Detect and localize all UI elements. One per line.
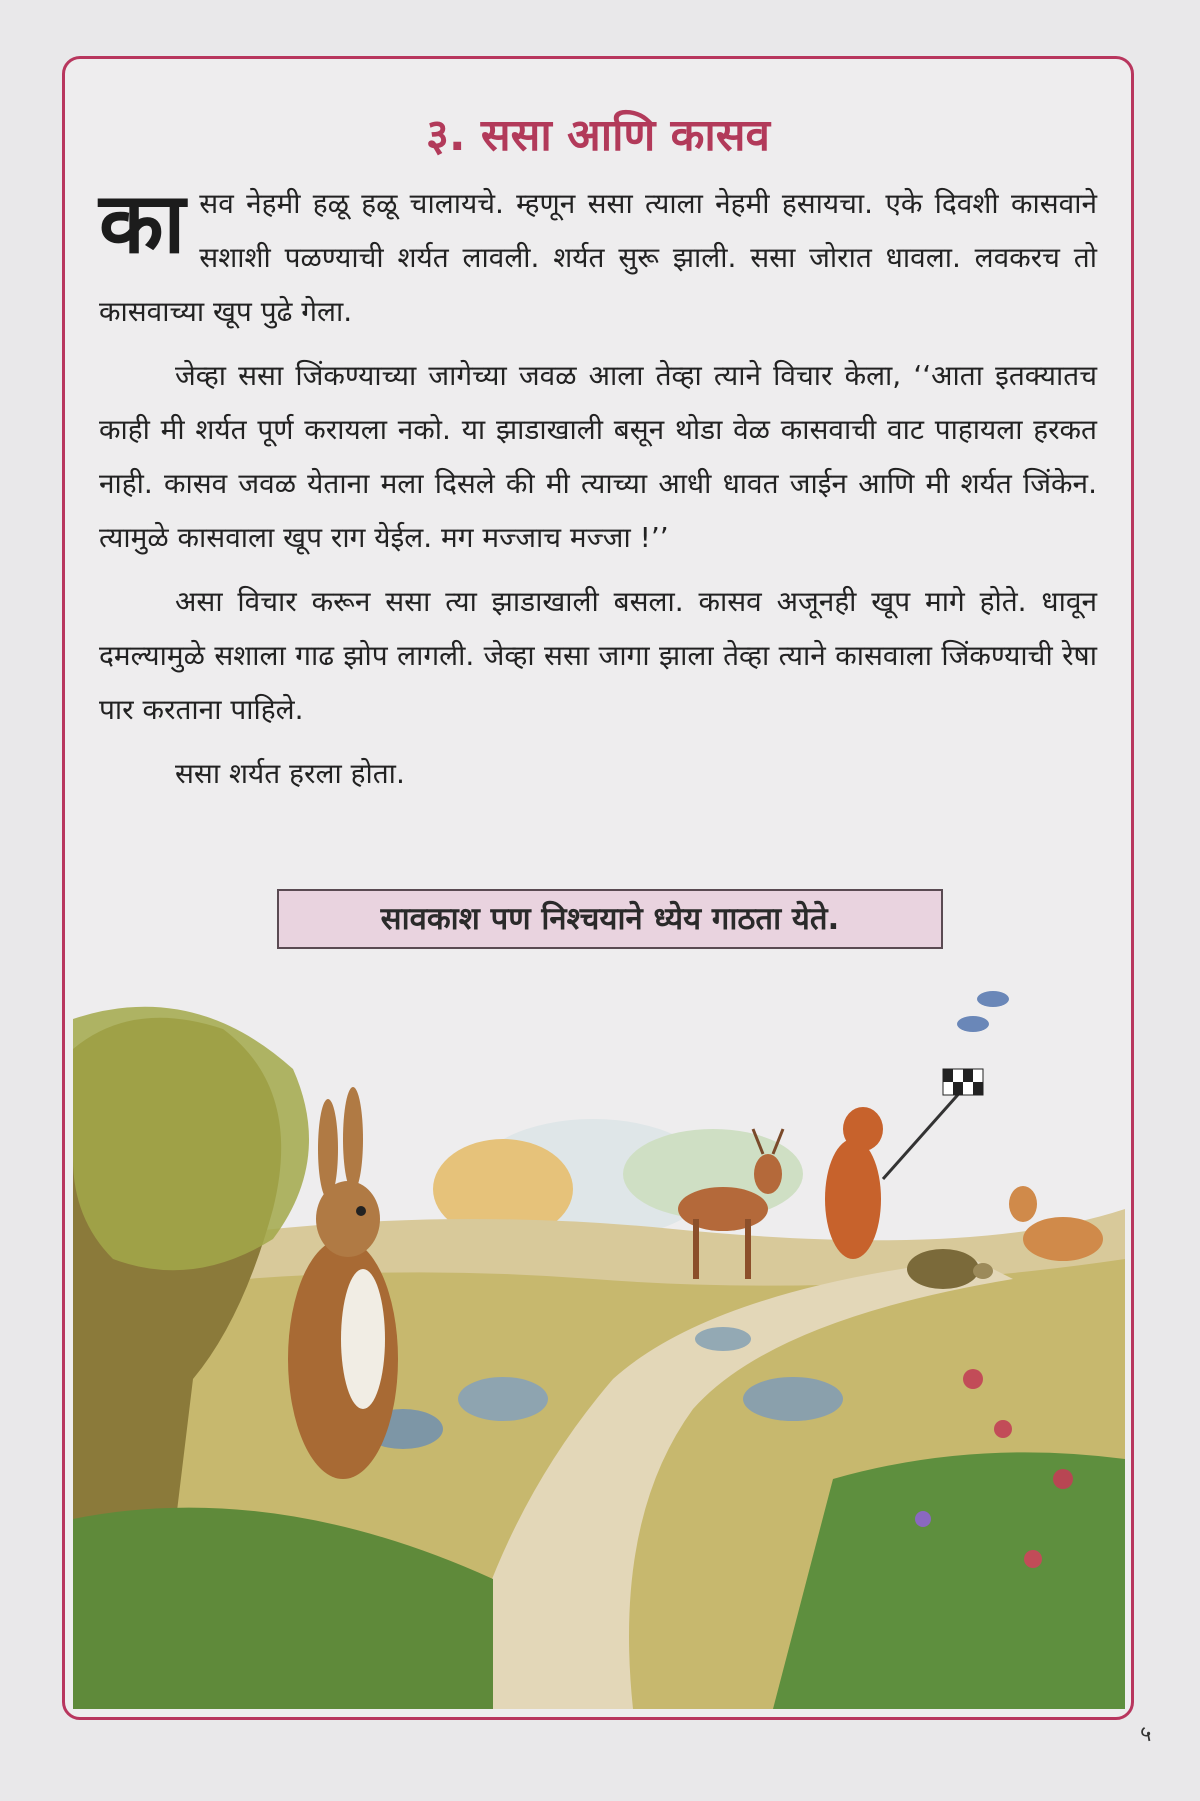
story-title: ३. ससा आणि कासव	[425, 110, 770, 161]
story-body	[99, 174, 1097, 811]
paragraph-3: असा विचार करून ससा त्या झाडाखाली बसला. कासव अजूनही खूप मागे होते. धावून दमल्यामुळे सशाला गाढ झोप लागली. जेव्हा ससा जागा झाला तेव्हा त्याने कासवाला जिंकण्याची रेषा पार करताना पाहिले.	[99, 585, 1097, 726]
page-number: ५	[1140, 1722, 1152, 1747]
rock	[695, 1327, 751, 1351]
paragraph-1	[99, 174, 1097, 339]
paragraph-1-text: सव नेहमी हळू हळू चालायचे. म्हणून ससा त्याला नेहमी हसायचा. एके दिवशी कासवाने सशाशी पळण्याची शर्यत लावली. शर्यत सुरू झाली. ससा जोरात धावला. लवकरच तो कासवाच्या खूप पुढे गेला.	[99, 187, 1097, 328]
paragraph-2: जेव्हा ससा जिंकण्याच्या जागेच्या जवळ आला तेव्हा त्याने विचार केला, ‘‘आता इतक्यातच काही मी शर्यत पूर्ण करायला नको. या झाडाखाली बसून थोडा वेळ कासवाची वाट पाहायला हरकत नाही. कासव जवळ येताना मला दिसले की मी त्याच्या आधी धावत जाईन आणि मी शर्यत जिंकेन. त्यामुळे कासवाला खूप राग येईल. मग मज्जाच मज्जा !’’	[99, 359, 1097, 554]
paragraph-4: ससा शर्यत हरला होता.	[175, 757, 405, 790]
page-frame	[62, 56, 1134, 1720]
moral-box: सावकाश पण निश्चयाने ध्येय गाठता येते.	[277, 889, 943, 949]
rock	[458, 1377, 548, 1421]
race-illustration	[73, 959, 1125, 1709]
rock	[743, 1377, 843, 1421]
drop-cap: का	[99, 174, 186, 272]
